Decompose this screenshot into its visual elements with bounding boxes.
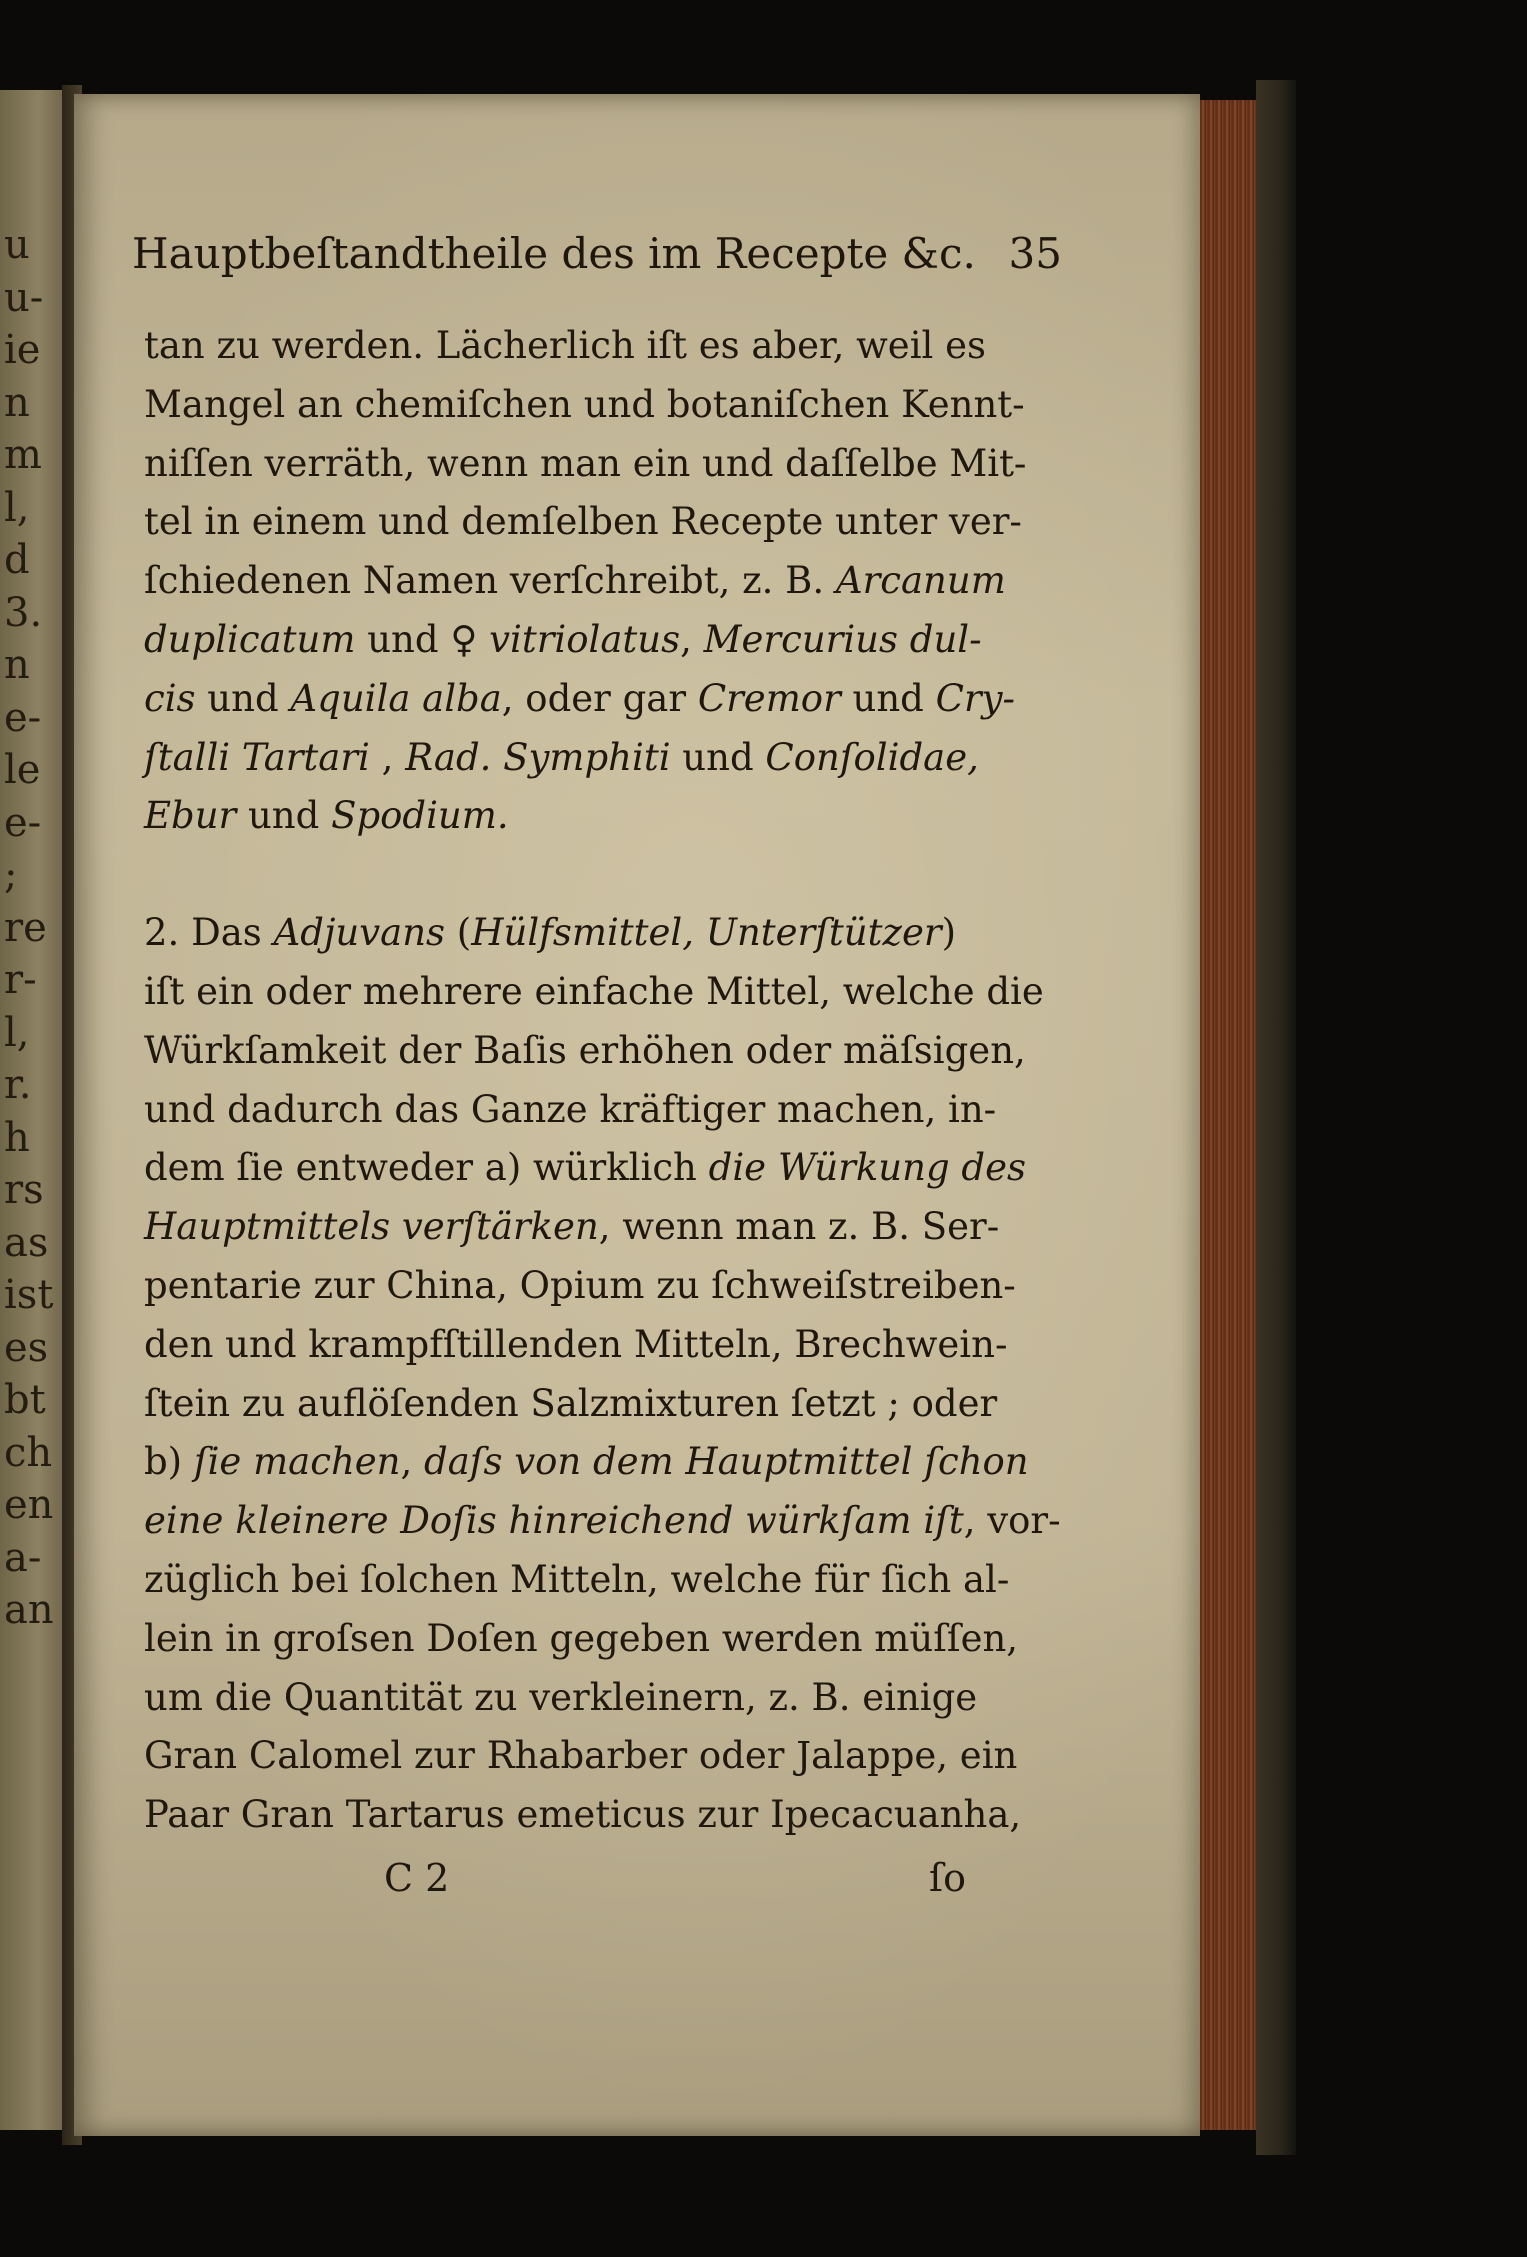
italic-term: vitriolatus: [489, 618, 681, 661]
text-line: [144, 1616, 1044, 1660]
text-run: um die Quantität zu verkleinern, z. B. einige: [144, 1675, 978, 1719]
previous-page-fragment: ;: [4, 852, 18, 898]
previous-page-fragment: e-: [4, 799, 42, 846]
page-text-block: [74, 94, 1200, 2136]
italic-term: cis: [144, 676, 196, 720]
previous-page-fragment: es: [4, 1324, 49, 1371]
previous-page-fragment: as: [4, 1219, 49, 1266]
text-run: iſt ein oder mehrere einfache Mittel, welche die: [144, 970, 1044, 1013]
previous-page-fragment: ist: [4, 1272, 54, 1318]
previous-page-fragment: m: [4, 432, 42, 478]
previous-page-fragment: u: [4, 222, 30, 268]
text-line: [144, 326, 1044, 367]
text-run: Würkſamkeit der Baſis erhöhen oder mäſsigen,: [144, 1028, 1026, 1072]
italic-term: Rad. Symphiti: [405, 735, 671, 779]
text-run: pentarie zur China, Opium zu ſchweiſstreiben-: [144, 1264, 1016, 1307]
text-line: [144, 1322, 1044, 1366]
text-run: und: [236, 794, 332, 838]
text-line: [144, 1266, 1044, 1307]
italic-term: eine kleinere Doſis hinreichend würkſam iſt: [144, 1499, 964, 1543]
italic-term: Aquila alba: [290, 676, 502, 720]
text-run: niſſen verräth, wenn man ein und daſſelbe Mit-: [144, 441, 1027, 485]
previous-page-fragment: bt: [4, 1377, 46, 1423]
text-run: Gran Calomel zur Rhabarber oder Jalappe, ein: [144, 1734, 1018, 1778]
text-line: [144, 1795, 1044, 1836]
text-line: [144, 1560, 1044, 1601]
text-run: lein in groſsen Doſen gegeben werden müſſen,: [144, 1616, 1019, 1660]
signature-mark: C 2: [384, 1856, 450, 1900]
book-page: [74, 94, 1200, 2136]
text-line: [144, 1028, 1044, 1072]
text-line: [144, 676, 1044, 720]
italic-term: ſtalli Tartari: [144, 735, 370, 779]
previous-page-fragment: rs: [4, 1167, 44, 1213]
previous-page-fragment: ie: [4, 327, 41, 373]
text-run: , vor-: [963, 1499, 1061, 1543]
text-line: [144, 796, 1044, 837]
previous-page-fragment: d: [4, 537, 30, 583]
text-line: [144, 1442, 1044, 1483]
text-run: [477, 618, 489, 661]
previous-page-fragment: l,: [4, 1009, 30, 1056]
text-run: , oder gar: [501, 676, 698, 720]
italic-term: duplicatum: [144, 618, 356, 661]
text-run: Paar Gran Tartarus emeticus zur Ipecacuanha,: [144, 1793, 1022, 1837]
text-line: [144, 502, 1044, 543]
previous-page-fragment: a-: [4, 1534, 42, 1581]
italic-term: Adjuvans: [273, 911, 446, 955]
text-run: und: [355, 618, 451, 661]
text-run: ,: [400, 1440, 425, 1484]
previous-page-margin: [0, 90, 70, 2130]
text-line: [144, 382, 1044, 426]
italic-term: Ebur: [144, 794, 237, 838]
italic-term: Arcanum: [835, 559, 1006, 603]
italic-term: Hauptmittels verſtärken: [144, 1205, 599, 1249]
catchword: ſo: [929, 1856, 966, 1900]
italic-term: daſs von dem Hauptmittel ſchon: [424, 1440, 1029, 1484]
page-block-edge: [1198, 100, 1256, 2130]
previous-page-fragment: an: [4, 1587, 54, 1633]
previous-page-fragment: le: [4, 747, 41, 793]
text-line: [144, 1148, 1044, 1189]
previous-page-fragment: en: [4, 1482, 54, 1528]
previous-page-fragment: 3.: [4, 589, 43, 636]
text-run: ſchiedenen Namen verſchreibt, z. B.: [144, 559, 836, 603]
text-line: [144, 620, 1044, 661]
italic-term: die Würkung des: [708, 1146, 1026, 1190]
text-line: [144, 1736, 1044, 1777]
text-run: und dadurch das Ganze kräftiger machen, in-: [144, 1087, 997, 1131]
text-run: und: [670, 735, 766, 779]
previous-page-fragment: n: [4, 642, 30, 688]
text-run: , wenn man z. B. Ser-: [598, 1205, 1000, 1249]
book-cover-edge: [1256, 80, 1296, 2155]
alchemical-symbol: ♀: [450, 618, 478, 661]
text-line: [144, 561, 1044, 602]
text-run: b): [144, 1440, 194, 1484]
italic-term: Conſolidae,: [765, 735, 979, 779]
text-run: dem ſie entweder a) würklich: [144, 1146, 709, 1190]
text-run: Mangel an chemiſchen und botaniſchen Kennt-: [144, 382, 1025, 426]
previous-page-fragment: u-: [4, 274, 44, 321]
previous-page-fragment: r-: [4, 957, 37, 1003]
italic-term: Cremor: [697, 676, 841, 720]
text-line: [144, 441, 1044, 485]
italic-term: ſie machen: [193, 1440, 401, 1484]
previous-page-fragment: r.: [4, 1062, 32, 1108]
text-run: (: [445, 911, 472, 955]
text-line: [144, 972, 1044, 1013]
text-line: [144, 1381, 1044, 1425]
text-line: [144, 913, 1044, 954]
italic-term: Mercurius dul-: [703, 618, 982, 661]
previous-page-fragment: l,: [4, 484, 30, 531]
text-run: tel in einem und demſelben Recepte unter ver-: [144, 500, 1022, 544]
italic-term: Spodium.: [331, 794, 509, 838]
previous-page-fragment: e-: [4, 694, 42, 741]
text-run: 2. Das: [144, 911, 274, 955]
text-run: und: [840, 676, 936, 720]
text-run: züglich bei ſolchen Mitteln, welche für ſich al-: [144, 1558, 1010, 1601]
italic-term: Hülfsmittel, Unterſtützer: [471, 911, 942, 955]
text-run: den und krampfſtillenden Mitteln, Brechwein-: [144, 1322, 1008, 1366]
previous-page-fragment: h: [4, 1114, 30, 1161]
page-number: 35: [1008, 229, 1062, 278]
text-line: [144, 1499, 1061, 1543]
italic-term: Cry-: [935, 676, 1016, 720]
text-run: ,: [680, 618, 704, 661]
text-line: [144, 1087, 1044, 1131]
previous-page-fragment: re: [4, 904, 47, 951]
text-line: [144, 1675, 1044, 1719]
text-line: [144, 735, 1044, 779]
text-run: und: [195, 676, 291, 720]
text-run: ,: [369, 735, 406, 779]
text-run: ): [941, 911, 957, 955]
running-title: Hauptbeſtandtheile des im Recepte &c.: [132, 229, 976, 278]
text-run: ſtein zu auflöſenden Salzmixturen ſetzt ; oder: [144, 1381, 998, 1425]
text-run: tan zu werden. Lächerlich iſt es aber, weil es: [144, 324, 987, 367]
previous-page-fragment: ch: [4, 1429, 53, 1476]
text-line: [144, 1207, 1044, 1248]
running-header: [132, 229, 1062, 278]
previous-page-fragment: n: [4, 379, 30, 426]
